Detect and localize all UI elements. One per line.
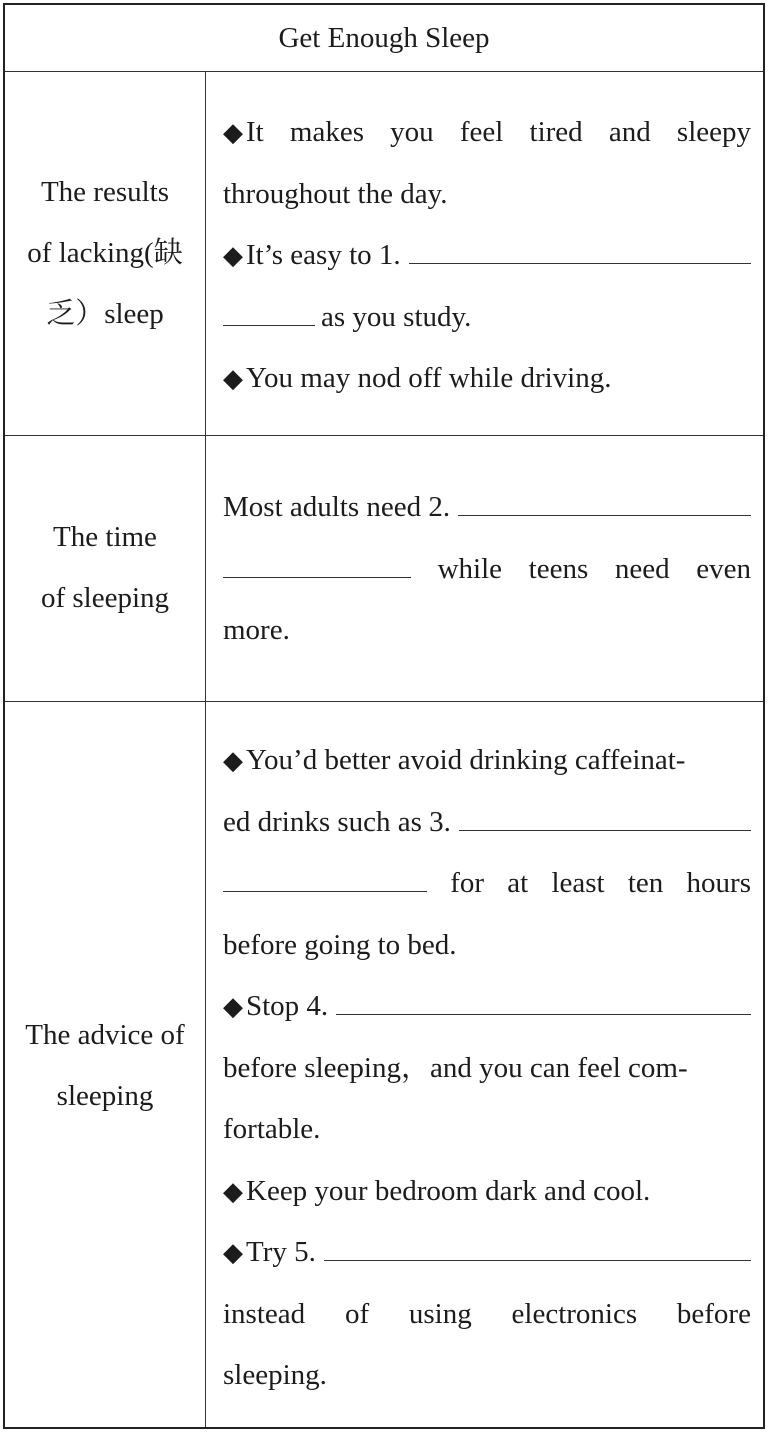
content-word: for bbox=[450, 867, 485, 899]
answer-blank-5[interactable] bbox=[324, 1240, 751, 1261]
bullet-text: ed drinks such as 3. bbox=[223, 805, 451, 838]
bullet-line bbox=[223, 853, 751, 915]
diamond-bullet-icon: ◆ bbox=[223, 241, 243, 270]
label-line: of lacking(缺 bbox=[27, 236, 183, 269]
bullet-line bbox=[223, 225, 751, 287]
bullet-text: before going to bed. bbox=[223, 928, 457, 961]
worksheet-table bbox=[3, 3, 765, 1429]
label-line: 乏）sleep bbox=[46, 297, 164, 330]
bullet-text: Keep your bedroom dark and cool. bbox=[246, 1174, 651, 1207]
bullet-line bbox=[223, 1222, 751, 1284]
content-word: ten bbox=[627, 867, 664, 899]
bullet-text: It makes you feel tired and sleepy bbox=[246, 116, 751, 148]
content-word: least bbox=[551, 867, 605, 899]
bullet-text: as you study. bbox=[321, 300, 472, 333]
content-text: Most adults need 2. bbox=[223, 491, 451, 523]
content-results bbox=[223, 102, 751, 410]
diamond-bullet-icon: ◆ bbox=[223, 118, 243, 147]
bullet-line bbox=[223, 287, 751, 349]
bullet-line bbox=[223, 730, 751, 792]
answer-blank-2-continued[interactable] bbox=[223, 557, 411, 578]
content-word: using bbox=[408, 1297, 472, 1330]
content-word: instead bbox=[223, 1297, 306, 1330]
bullet-line bbox=[223, 976, 751, 1038]
content-word: even bbox=[696, 552, 751, 585]
bullet-text: You’d better avoid drinking caffeinat- bbox=[246, 744, 686, 776]
bullet-line bbox=[223, 1161, 751, 1223]
label-line: The advice of bbox=[25, 1019, 185, 1051]
column-divider bbox=[205, 71, 206, 1427]
content-word: electronics bbox=[511, 1297, 638, 1330]
label-advice-of-sleeping bbox=[5, 701, 205, 1431]
bullet-text: You may nod off while driving. bbox=[246, 362, 612, 394]
label-line: of sleeping bbox=[40, 582, 170, 614]
answer-blank-3[interactable] bbox=[459, 810, 751, 831]
answer-blank-2[interactable] bbox=[458, 495, 751, 516]
content-word: of bbox=[344, 1297, 370, 1330]
bullet-text: It’s easy to 1. bbox=[246, 239, 401, 271]
bullet-line bbox=[223, 102, 751, 164]
diamond-bullet-icon: ◆ bbox=[223, 1238, 243, 1267]
bullet-text: Stop 4. bbox=[246, 990, 329, 1022]
content-word: before bbox=[676, 1297, 751, 1330]
bullet-line bbox=[223, 792, 751, 854]
content-word: teens bbox=[528, 552, 589, 585]
diamond-bullet-icon: ◆ bbox=[223, 364, 243, 393]
answer-blank-4[interactable] bbox=[336, 994, 751, 1015]
content-line bbox=[223, 539, 751, 601]
content-word: hours bbox=[686, 867, 751, 899]
content-word: at bbox=[507, 867, 529, 899]
bullet-text-continued: throughout the day. bbox=[223, 177, 448, 210]
content-word: while bbox=[437, 552, 503, 585]
bullet-text: before sleeping，and you can feel com- bbox=[223, 1051, 688, 1084]
label-line: The time bbox=[53, 521, 157, 553]
content-advice bbox=[223, 730, 751, 1407]
bullet-text: sleeping. bbox=[223, 1359, 327, 1391]
label-results-of-lacking-sleep bbox=[5, 71, 205, 435]
label-line: The results bbox=[40, 175, 170, 208]
label-line: sleeping bbox=[56, 1080, 154, 1112]
content-time bbox=[223, 477, 751, 662]
content-line bbox=[223, 477, 751, 539]
bullet-text: Try 5. bbox=[246, 1236, 316, 1268]
diamond-bullet-icon: ◆ bbox=[223, 1176, 243, 1206]
bullet-line bbox=[223, 1284, 751, 1346]
bullet-text: fortable. bbox=[223, 1113, 321, 1145]
table-title: Get Enough Sleep bbox=[278, 21, 490, 54]
answer-blank-1[interactable] bbox=[409, 243, 751, 264]
label-time-of-sleeping bbox=[5, 435, 205, 701]
answer-blank-1-continued[interactable] bbox=[223, 305, 315, 326]
bullet-line bbox=[223, 348, 751, 410]
diamond-bullet-icon: ◆ bbox=[223, 992, 243, 1021]
answer-blank-3-continued[interactable] bbox=[223, 871, 427, 892]
diamond-bullet-icon: ◆ bbox=[223, 746, 243, 775]
content-word: need bbox=[614, 552, 670, 585]
content-text: more. bbox=[223, 614, 290, 646]
